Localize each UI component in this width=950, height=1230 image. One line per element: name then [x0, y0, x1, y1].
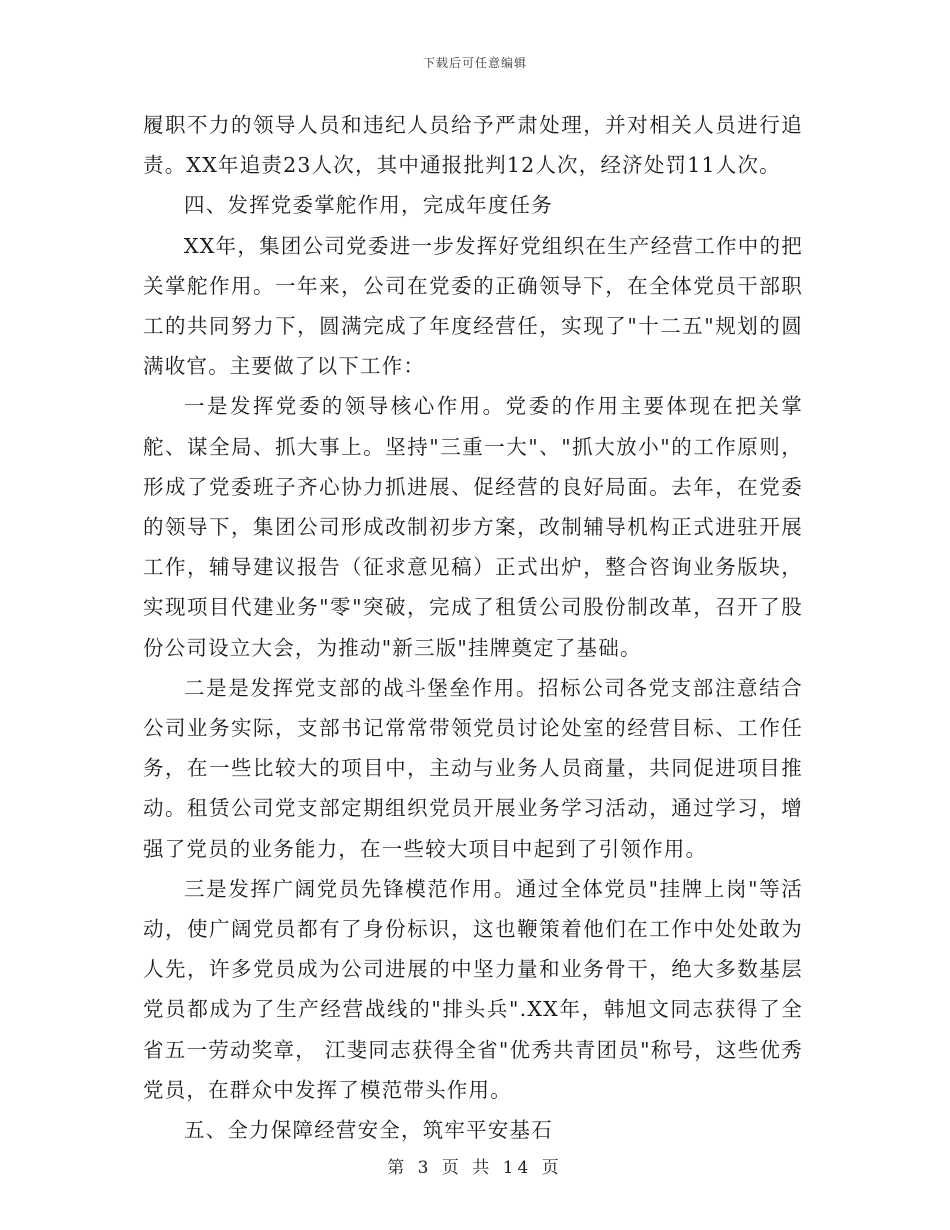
paragraph-continuation: 履职不力的领导人员和违纪人员给予严肃处理，并对相关人员进行追责。XX年追责23人次，其中通报批判12人次，经济处罚11人次。 [143, 113, 803, 178]
paragraph-party-steering: XX年，集团公司党委进一步发挥好党组织在生产经营工作中的把关掌舵作用。一年来，公司在党委的正确领导下，在全体党员干部职工的共同努力下，圆满完成了年度经营任，实现了"十二五"规划的圆满收官。主要做了以下工作： [143, 233, 803, 379]
page-number: 第 3 页 共 14 页 [387, 1158, 563, 1178]
paragraph-first-point: 一是发挥党委的领导核心作用。党委的作用主要体现在把关掌舵、谋全局、抓大事上。坚持"三重一大"、"抓大放小"的工作原则，形成了党委班子齐心协力抓进展、促经营的良好局面。去年，在党委的领导下，集团公司形成改制初步方案，改制辅导机构正式进驻开展工作，辅导建议报告（征求意见稿）正式出炉，整合咨询业务版块，实现项目代建业务"零"突破，完成了租赁公司股份制改革，召开了股份公司设立大会，为推动"新三版"挂牌奠定了基础。 [143, 394, 803, 660]
header-note: 下载后可任意编辑 [422, 56, 527, 70]
paragraph-third-point: 三是发挥广阔党员先锋模范作用。通过全体党员"挂牌上岗"等活动，使广阔党员都有了身份标识，这也鞭策着他们在工作中处处敢为人先，许多党员成为公司进展的中坚力量和业务骨干，绝大多数基层党员都成为了生产经营战线的"排头兵".XX年，韩旭文同志获得了全省五一劳动奖章， 江斐同志获得全省"优秀共青团员"称号，这些优秀党员，在群众中发挥了模范带头作用。 [143, 876, 803, 1102]
section-heading-4: 四、发挥党委掌舵作用，完成年度任务 [184, 193, 553, 218]
document-body [143, 105, 803, 1150]
paragraph-second-point: 二是是发挥党支部的战斗堡垒作用。招标公司各党支部注意结合公司业务实际，支部书记常常带领党员讨论处室的经营目标、工作任务，在一些比较大的项目中，主动与业务人员商量，共同促进项目推动。租赁公司党支部定期组织党员开展业务学习活动，通过学习，增强了党员的业务能力，在一些较大项目中起到了引领作用。 [143, 675, 803, 861]
section-heading-5: 五、全力保障经营安全，筑牢平安基石 [184, 1118, 553, 1143]
